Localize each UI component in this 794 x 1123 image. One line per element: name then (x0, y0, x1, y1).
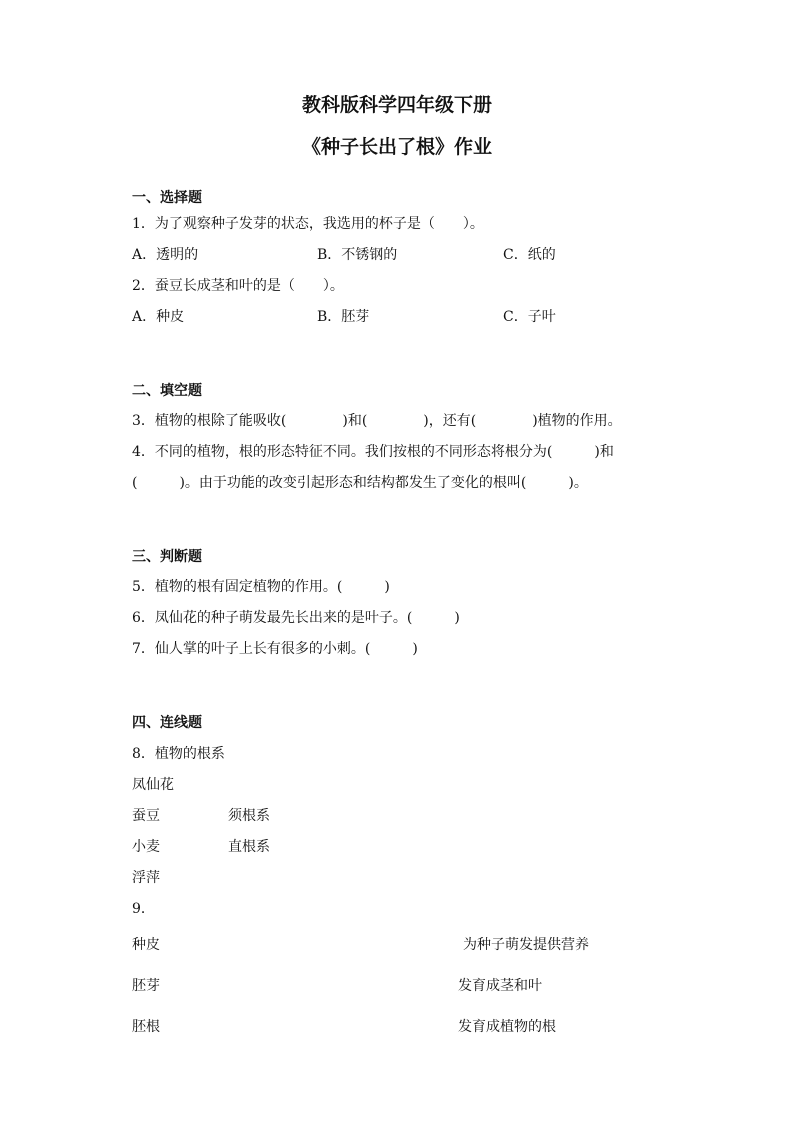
q3-text: 3．植物的根除了能吸收( )和( )，还有( )植物的作用。 (132, 413, 622, 429)
q1-option-b: B．不锈钢的 (317, 247, 398, 263)
q9-right-item: 发育成植物的根 (458, 1019, 556, 1035)
q9-stem: 9． (132, 901, 155, 917)
q4-line1: 4．不同的植物，根的形态特征不同。我们按根的不同形态将根分为( )和 (132, 444, 614, 460)
q8-stem: 8．植物的根系 (132, 746, 225, 762)
q9-left-item: 胚根 (132, 1019, 160, 1035)
q8-left-item: 蚕豆 (132, 808, 160, 824)
section-heading-fill: 二、填空题 (132, 383, 202, 399)
q2-option-c: C．子叶 (503, 309, 556, 325)
page-subtitle: 《种子长出了根》作业 (301, 136, 492, 158)
q8-right-item: 直根系 (228, 839, 270, 855)
q2-option-a: A．种皮 (132, 309, 185, 325)
q5-text: 5．植物的根有固定植物的作用。( ) (132, 579, 390, 595)
q1-option-a: A．透明的 (132, 247, 199, 263)
q4-line2: ( )。由于功能的改变引起形态和结构都发生了变化的根叫( )。 (132, 475, 588, 491)
section-heading-choice: 一、选择题 (132, 190, 202, 206)
q2-option-b: B．胚芽 (317, 309, 370, 325)
section-heading-judge: 三、判断题 (132, 549, 202, 565)
page-title: 教科版科学四年级下册 (301, 94, 492, 116)
q7-text: 7．仙人掌的叶子上长有很多的小刺。( ) (132, 641, 418, 657)
section-heading-match: 四、连线题 (132, 715, 202, 731)
q6-text: 6．凤仙花的种子萌发最先长出来的是叶子。( ) (132, 610, 460, 626)
q8-left-item: 凤仙花 (132, 777, 174, 793)
q8-right-item: 须根系 (228, 808, 270, 824)
q9-right-item: 发育成茎和叶 (458, 978, 542, 994)
q1-option-c: C．纸的 (503, 247, 556, 263)
q9-left-item: 种皮 (132, 937, 160, 953)
q8-left-item: 小麦 (132, 839, 160, 855)
q2-stem: 2．蚕豆长成茎和叶的是（ ）。 (132, 278, 344, 294)
q1-stem: 1．为了观察种子发芽的状态，我选用的杯子是（ ）。 (132, 216, 484, 232)
q9-right-item: 为种子萌发提供营养 (463, 937, 589, 953)
q8-left-item: 浮萍 (132, 870, 160, 886)
q9-left-item: 胚芽 (132, 978, 160, 994)
